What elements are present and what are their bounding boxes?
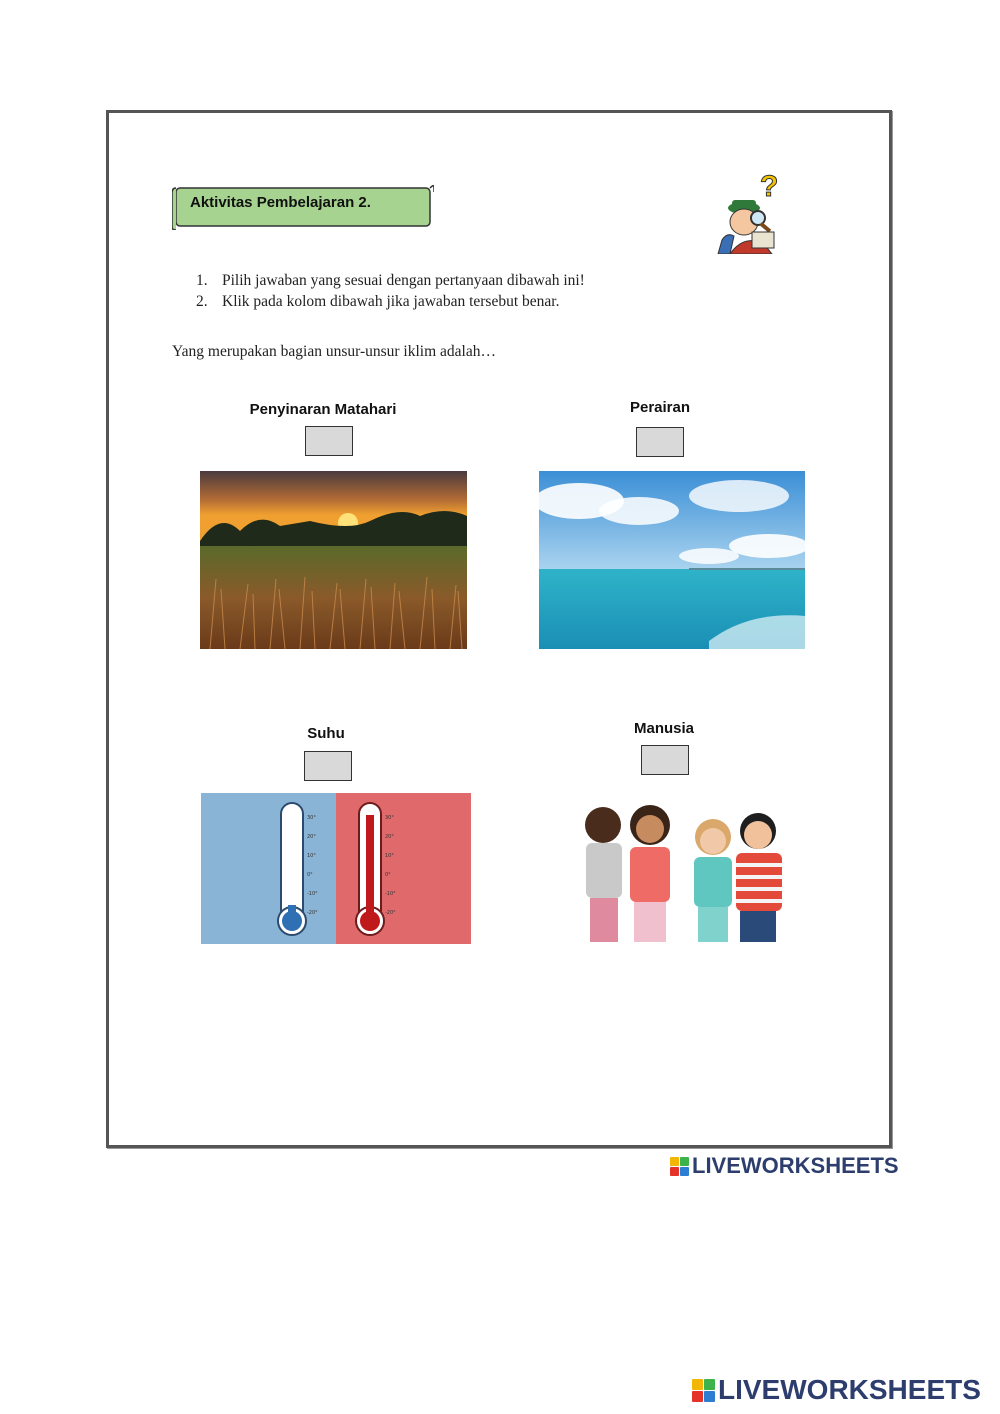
- hot-tick: 0°: [385, 872, 391, 878]
- hot-tick: -10°: [385, 891, 396, 897]
- cold-tick: -10°: [307, 891, 318, 897]
- svg-text:?: ?: [760, 170, 779, 203]
- brand-squares-icon: [692, 1379, 715, 1402]
- activity-title: Aktivitas Pembelajaran 2.: [190, 194, 371, 211]
- detective-mascot-icon: [712, 170, 794, 254]
- option-label-humans: Manusia: [633, 720, 694, 737]
- liveworksheets-logo: [670, 1153, 899, 1179]
- option-label-temperature: Suhu: [307, 725, 345, 742]
- brand-name: LIVEWORKSHEETS: [718, 1374, 981, 1405]
- hot-tick: -20°: [385, 910, 396, 916]
- instruction-item: 1. Pilih jawaban yang sesuai dengan pertanyaan dibawah ini!: [196, 272, 585, 289]
- cold-tick: 0°: [307, 872, 313, 878]
- thermometers-image: [201, 793, 471, 944]
- answer-box-temperature[interactable]: [304, 751, 352, 781]
- cold-tick: -20°: [307, 910, 318, 916]
- answer-box-sunlight[interactable]: [305, 426, 353, 456]
- children-group-image: [548, 795, 808, 945]
- liveworksheets-footer-logo: [692, 1374, 981, 1406]
- hot-tick: 30°: [385, 815, 394, 821]
- hot-tick: 20°: [385, 834, 394, 840]
- cold-tick: 30°: [307, 815, 316, 821]
- brand-name: LIVEWORKSHEETS: [692, 1153, 899, 1178]
- cold-tick: 20°: [307, 834, 316, 840]
- hot-tick: 10°: [385, 853, 394, 859]
- question-text: Yang merupakan bagian unsur-unsur iklim adalah…: [172, 343, 496, 360]
- instruction-item: 2. Klik pada kolom dibawah jika jawaban tersebut benar.: [196, 293, 560, 310]
- sea-sky-image: [539, 471, 805, 649]
- instruction-list: [196, 270, 585, 312]
- option-label-waters: Perairan: [629, 399, 691, 416]
- option-label-sunlight: Penyinaran Matahari: [249, 401, 397, 418]
- answer-box-waters[interactable]: [636, 427, 684, 457]
- sunset-field-image: [200, 471, 467, 649]
- cold-tick: 10°: [307, 853, 316, 859]
- answer-box-humans[interactable]: [641, 745, 689, 775]
- brand-squares-icon: [670, 1157, 689, 1176]
